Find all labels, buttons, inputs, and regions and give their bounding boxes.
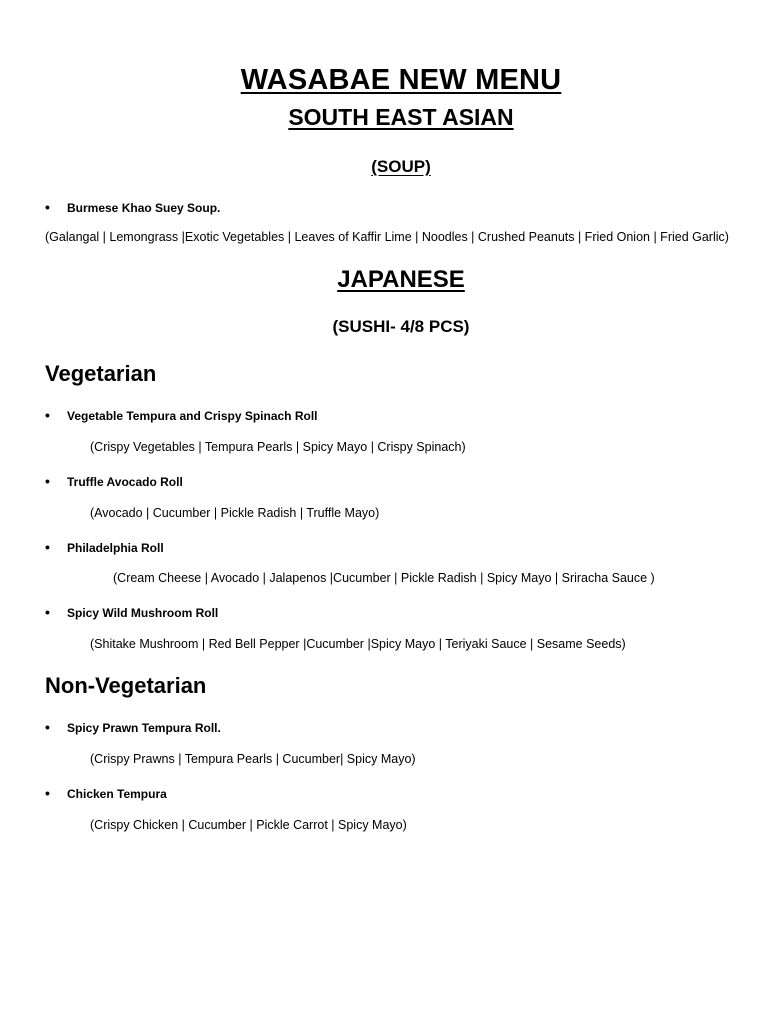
menu-item [45, 199, 220, 215]
menu-item-name: Truffle Avocado Roll [67, 475, 183, 489]
menu-item [45, 539, 164, 555]
section-heading-japanese: JAPANESE [337, 266, 465, 293]
menu-item-description: (Cream Cheese | Avocado | Jalapenos |Cucumber | Pickle Radish | Spicy Mayo | Sriracha Sauce ) [113, 571, 655, 585]
menu-item-name: Vegetable Tempura and Crispy Spinach Roll [67, 409, 318, 423]
menu-item-description: (Crispy Vegetables | Tempura Pearls | Spicy Mayo | Crispy Spinach) [90, 440, 466, 454]
menu-item [45, 604, 218, 620]
category-heading-non-vegetarian: Non-Vegetarian [45, 673, 207, 698]
menu-item-name: Spicy Prawn Tempura Roll. [67, 721, 221, 735]
subheading-sushi: (SUSHI- 4/8 PCS) [332, 317, 470, 336]
menu-item-description: (Shitake Mushroom | Red Bell Pepper |Cucumber |Spicy Mayo | Teriyaki Sauce | Sesame Seeds) [90, 637, 626, 651]
menu-item-name: Philadelphia Roll [67, 541, 164, 555]
menu-item-name: Chicken Tempura [67, 787, 167, 801]
bullet-icon: • [45, 604, 50, 620]
section-heading-south-east-asian: SOUTH EAST ASIAN [288, 104, 514, 130]
menu-item [45, 719, 221, 735]
menu-title: WASABAE NEW MENU [240, 64, 562, 96]
bullet-icon: • [45, 785, 50, 801]
category-heading-vegetarian: Vegetarian [45, 361, 157, 386]
subheading-soup: (SOUP) [371, 157, 431, 176]
menu-item-description: (Galangal | Lemongrass |Exotic Vegetables | Leaves of Kaffir Lime | Noodles | Crushed Peanuts | Fried Onion | Fried Garlic) [45, 230, 729, 244]
menu-item [45, 473, 183, 489]
menu-item-description: (Avocado | Cucumber | Pickle Radish | Truffle Mayo) [90, 506, 380, 520]
menu-item-description: (Crispy Chicken | Cucumber | Pickle Carrot | Spicy Mayo) [90, 818, 407, 832]
menu-item-name: Burmese Khao Suey Soup. [67, 201, 221, 215]
bullet-icon: • [45, 407, 50, 423]
menu-item-name: Spicy Wild Mushroom Roll [67, 606, 219, 620]
bullet-icon: • [45, 539, 50, 555]
bullet-icon: • [45, 719, 50, 735]
bullet-icon: • [45, 473, 50, 489]
bullet-icon: • [45, 199, 50, 215]
menu-item [45, 785, 167, 801]
menu-item-description: (Crispy Prawns | Tempura Pearls | Cucumber| Spicy Mayo) [90, 752, 416, 766]
menu-item [45, 407, 318, 423]
